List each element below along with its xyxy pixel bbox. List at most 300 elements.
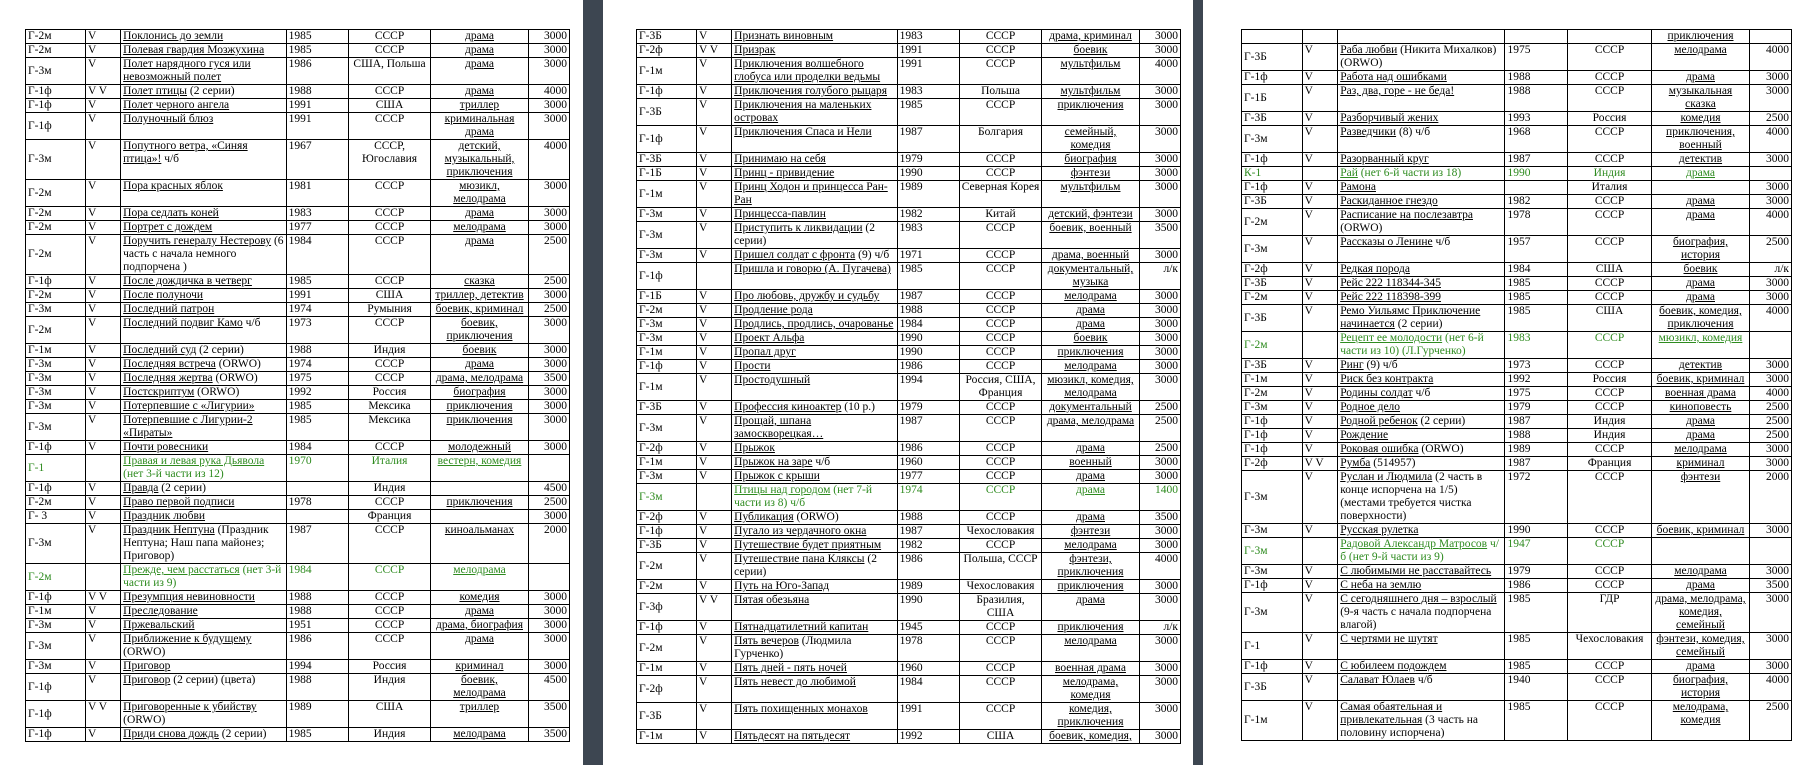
- shelf-code-cell-text: Г-2ф: [1244, 263, 1268, 275]
- price-cell: [1750, 209, 1792, 236]
- check-mark-cell-text: V: [87, 358, 97, 370]
- check-mark-cell-text: V: [698, 208, 708, 220]
- country-cell-text: СССР: [985, 290, 1016, 302]
- table-row: [637, 304, 1181, 318]
- check-mark-cell-text: V: [87, 524, 97, 536]
- genre-cell: [1042, 730, 1139, 744]
- country-cell-text: СССР: [985, 676, 1016, 688]
- table-row: [637, 374, 1181, 401]
- year-cell: [897, 539, 959, 553]
- check-mark-cell-text: V: [87, 113, 97, 125]
- check-mark-cell-text: V: [1304, 565, 1313, 577]
- year-cell: [897, 222, 959, 249]
- year-cell: [286, 358, 348, 372]
- price-cell-text: 3000: [544, 660, 567, 672]
- film-title: Путешествие пана Кляксы: [734, 553, 865, 565]
- shelf-code-cell-text: Г-3Б: [1244, 277, 1267, 289]
- check-mark-cell: [1302, 401, 1338, 415]
- film-title-cell: [1338, 85, 1505, 112]
- shelf-code-cell-text: Г-3Б: [639, 401, 662, 413]
- shelf-code-cell: [1242, 593, 1303, 633]
- table-row: [637, 470, 1181, 484]
- year-cell: [897, 703, 959, 730]
- price-cell-text: 3000: [544, 44, 567, 56]
- price-cell-text: 2500: [1766, 401, 1789, 413]
- check-mark-cell-text: V: [698, 126, 708, 138]
- year-cell-text: 1989: [899, 580, 923, 592]
- price-cell: [528, 400, 569, 414]
- genre-cell: [1042, 126, 1139, 153]
- table-row: [1242, 305, 1792, 332]
- genre-cell: [1651, 85, 1749, 112]
- year-cell: [286, 441, 348, 455]
- table-row: [1242, 30, 1792, 44]
- table-row: [637, 539, 1181, 553]
- price-cell-text: 3000: [1155, 730, 1178, 742]
- film-title-cell: [121, 701, 286, 728]
- shelf-code-cell: [1242, 387, 1303, 401]
- price-cell-text: 2000: [1766, 471, 1789, 483]
- shelf-code-cell: [637, 456, 697, 470]
- price-cell-text: 3000: [1766, 660, 1789, 672]
- country-cell: [959, 635, 1042, 662]
- country-cell-text: США: [986, 730, 1015, 742]
- table-row: [637, 484, 1181, 511]
- check-mark-cell: [85, 180, 120, 207]
- film-title: Последний патрон: [123, 303, 215, 315]
- country-cell-text: СССР: [1594, 44, 1625, 56]
- film-title: Ремо Уильямс Приключение начинается: [1340, 305, 1481, 330]
- price-cell-text: 3000: [544, 619, 567, 631]
- genre-cell: [1651, 236, 1749, 263]
- genre-cell-text: драма, мелодрама: [1046, 415, 1135, 427]
- check-mark-cell-text: V: [87, 728, 97, 740]
- genre-cell: [431, 510, 528, 524]
- shelf-code-cell: [26, 275, 86, 289]
- genre-cell: [1042, 703, 1139, 730]
- shelf-code-cell: [26, 358, 86, 372]
- film-title: Потерпевшие с Лигурии-2 «Пираты»: [123, 414, 253, 439]
- shelf-code-cell: [26, 510, 86, 524]
- check-mark-cell-text: V: [87, 289, 97, 301]
- country-cell-text: СССР: [374, 619, 405, 631]
- price-cell-text: 3000: [1155, 153, 1178, 165]
- table-row: [26, 140, 570, 180]
- year-cell: [897, 167, 959, 181]
- genre-cell-text: приключения: [446, 496, 513, 508]
- shelf-code-cell-text: Г-1ф: [1244, 181, 1268, 193]
- check-mark-cell-text: V: [87, 275, 97, 287]
- country-cell: [959, 318, 1042, 332]
- table-row: [1242, 471, 1792, 524]
- shelf-code-cell-text: Г-3м: [639, 208, 663, 220]
- shelf-code-cell: [637, 511, 697, 525]
- price-cell-text: 3000: [1766, 181, 1789, 193]
- shelf-code-cell: [1242, 71, 1303, 85]
- country-cell: [348, 386, 431, 400]
- shelf-code-cell-text: Г-3Б: [639, 709, 662, 722]
- film-title: Пржевальский: [123, 619, 195, 631]
- year-cell: [286, 455, 348, 482]
- country-cell-text: СССР: [1594, 195, 1625, 207]
- film-title: Разведчики: [1340, 126, 1397, 138]
- price-cell: [1750, 263, 1792, 277]
- country-cell: [1568, 167, 1652, 181]
- year-cell-text: 1984: [288, 564, 312, 576]
- film-title: Полевая гвардия Мозжухина: [123, 44, 265, 56]
- genre-cell-text: драма: [1075, 318, 1105, 330]
- film-title: Профессия киноактер: [734, 401, 842, 413]
- shelf-code-cell-text: Г-2ф: [639, 44, 663, 56]
- country-cell-text: СССР: [1594, 236, 1625, 248]
- check-mark-cell: [1302, 674, 1338, 701]
- film-title-cell: [1338, 524, 1505, 538]
- country-cell-text: СССР: [985, 703, 1016, 715]
- table-row: [1242, 701, 1792, 741]
- shelf-code-cell: [26, 303, 86, 317]
- price-cell: [1139, 442, 1180, 456]
- table-row: [1242, 593, 1792, 633]
- genre-cell: [431, 99, 528, 113]
- check-mark-cell-text: V: [698, 470, 708, 482]
- check-mark-cell-text: V: [87, 344, 97, 356]
- film-title-cell: [732, 484, 897, 511]
- film-title-cell: [1338, 181, 1505, 195]
- price-cell-text: 3000: [544, 358, 567, 370]
- year-cell: [897, 635, 959, 662]
- film-title: После дождичка в четверг: [123, 275, 252, 287]
- shelf-code-cell-text: Г-3Б: [1244, 359, 1267, 371]
- shelf-code-cell-text: Г-2м: [639, 580, 663, 592]
- price-cell: [1750, 565, 1792, 579]
- year-cell: [897, 153, 959, 167]
- check-mark-cell-text: V: [698, 456, 708, 468]
- shelf-code-cell: [637, 553, 697, 580]
- film-title-cell: [1338, 674, 1505, 701]
- genre-cell-text: мелодрама: [1064, 290, 1117, 302]
- shelf-code-cell: [637, 153, 697, 167]
- country-cell-text: СССР: [1594, 401, 1625, 413]
- check-mark-cell-text: V: [87, 207, 97, 219]
- genre-cell-text: мультфильм: [1060, 181, 1121, 193]
- price-cell-text: 2500: [544, 303, 567, 315]
- shelf-code-cell-text: Г-2ф: [639, 682, 663, 695]
- check-mark-cell-text: V: [698, 539, 708, 551]
- year-cell-text: 1987: [899, 126, 923, 138]
- genre-cell: [1651, 126, 1749, 153]
- table-row: [637, 401, 1181, 415]
- shelf-code-cell-text: Г-3м: [1244, 490, 1268, 503]
- price-cell: [1750, 593, 1792, 633]
- genre-cell-text: драма: [1075, 304, 1105, 316]
- shelf-code-cell: [637, 30, 697, 44]
- check-mark-cell: [85, 207, 120, 221]
- shelf-code-cell-text: Г-2м: [1244, 387, 1268, 399]
- shelf-code-cell: [637, 167, 697, 181]
- check-mark-cell-text: V: [698, 30, 708, 42]
- film-title-cell: [732, 85, 897, 99]
- price-cell-text: 3000: [1155, 525, 1178, 537]
- country-cell-text: США: [1595, 263, 1624, 275]
- film-note: (10 р.): [841, 401, 875, 413]
- price-cell-text: 3000: [1155, 249, 1178, 261]
- film-title: Раскиданное гнездо: [1340, 195, 1438, 207]
- check-mark-cell: [696, 730, 731, 744]
- film-title: Рецепт ее молодости: [1340, 332, 1443, 344]
- check-mark-cell: [85, 372, 120, 386]
- year-cell-text: 1984: [288, 441, 312, 453]
- film-title: Приключения волшебного глобуса или проделки ведьмы: [734, 58, 881, 83]
- country-cell-text: США: [375, 289, 404, 301]
- shelf-code-cell: [26, 441, 86, 455]
- check-mark-cell-text: V: [87, 660, 97, 672]
- country-cell-text: СССР: [985, 539, 1016, 551]
- genre-cell-text: мелодрама: [1064, 360, 1117, 372]
- genre-cell-text: драма, мелодрама: [435, 372, 524, 384]
- film-title-cell: [732, 415, 897, 442]
- check-mark-cell: [1302, 359, 1338, 373]
- country-cell: [959, 621, 1042, 635]
- year-cell-text: 1985: [1507, 593, 1531, 605]
- year-cell: [1505, 565, 1568, 579]
- check-mark-cell-text: V: [698, 730, 708, 742]
- film-title-cell: [1338, 277, 1505, 291]
- year-cell-text: 1983: [899, 30, 923, 42]
- country-cell-text: Индия: [373, 728, 406, 740]
- year-cell: [897, 442, 959, 456]
- genre-cell-text: криминал: [1676, 457, 1725, 469]
- country-cell-text: СССР: [374, 591, 405, 603]
- check-mark-cell-text: V: [1304, 443, 1313, 455]
- price-cell-text: 3000: [1155, 594, 1178, 606]
- check-mark-cell: [1302, 373, 1338, 387]
- check-mark-cell: [696, 318, 731, 332]
- country-cell-text: СССР: [985, 456, 1016, 468]
- price-cell-text: 3000: [1155, 167, 1178, 179]
- country-cell-text: СССР: [1594, 660, 1625, 672]
- genre-cell: [1651, 181, 1749, 195]
- genre-cell-text: драма: [1685, 209, 1715, 221]
- table-row: [26, 44, 570, 58]
- table-row: [26, 482, 570, 496]
- country-cell-text: США: [375, 701, 404, 713]
- film-title-cell: [1338, 332, 1505, 359]
- shelf-code-cell: [1242, 674, 1303, 701]
- year-cell-text: 1985: [1507, 305, 1531, 317]
- price-cell-text: 3500: [1155, 222, 1178, 234]
- year-cell-text: 1951: [288, 619, 312, 631]
- year-cell: [286, 140, 348, 180]
- table-row: [26, 400, 570, 414]
- genre-cell: [431, 660, 528, 674]
- genre-cell: [431, 441, 528, 455]
- year-cell: [286, 564, 348, 591]
- price-cell: [1139, 470, 1180, 484]
- film-title-cell: [121, 564, 286, 591]
- check-mark-cell: [85, 386, 120, 400]
- year-cell: [286, 30, 348, 44]
- film-title: Проект Альфа: [734, 332, 805, 344]
- year-cell-text: 1986: [1507, 579, 1531, 591]
- price-cell: [528, 58, 569, 85]
- film-note: (2 серии): [1417, 415, 1466, 427]
- year-cell: [1505, 674, 1568, 701]
- film-note: (6 часть с начала немного подпорчена ): [123, 235, 284, 273]
- genre-cell-text: комедия: [1680, 112, 1721, 124]
- country-cell-text: СССР: [1594, 387, 1625, 399]
- table-row: [26, 564, 570, 591]
- year-cell: [1505, 112, 1568, 126]
- genre-cell: [1651, 332, 1749, 359]
- film-note: (ORWO): [123, 646, 166, 658]
- genre-cell-text: драма: [1685, 71, 1715, 83]
- shelf-code-cell-text: Г-3м: [639, 421, 663, 434]
- year-cell-text: 1988: [288, 344, 312, 356]
- year-cell: [897, 553, 959, 580]
- check-mark-cell-text: V: [1304, 126, 1313, 138]
- genre-cell-text: приключения: [1057, 346, 1124, 358]
- film-title: Румба: [1340, 457, 1371, 469]
- film-title: Почти ровесники: [123, 441, 209, 453]
- shelf-code-cell-text: Г-3м: [639, 249, 663, 261]
- genre-cell-text: драма: [1685, 277, 1715, 289]
- country-cell: [959, 456, 1042, 470]
- country-cell-text: СССР: [1594, 126, 1625, 138]
- shelf-code-cell: [1242, 167, 1303, 181]
- shelf-code-cell-text: Г-1м: [639, 64, 663, 77]
- genre-cell: [431, 496, 528, 510]
- film-title: Признать виновным: [734, 30, 834, 42]
- shelf-code-cell: [1242, 181, 1303, 195]
- year-cell-text: 1985: [288, 44, 312, 56]
- country-cell: [348, 619, 431, 633]
- genre-cell: [431, 317, 528, 344]
- country-cell: [959, 442, 1042, 456]
- year-cell: [286, 728, 348, 742]
- shelf-code-cell: [1242, 305, 1303, 332]
- shelf-code-cell: [637, 222, 697, 249]
- check-mark-cell-text: V: [87, 44, 97, 56]
- price-cell-text: 3000: [544, 633, 567, 645]
- year-cell-text: 1986: [899, 553, 923, 565]
- check-mark-cell-text: V: [698, 222, 708, 234]
- genre-cell: [1042, 442, 1139, 456]
- shelf-code-cell: [26, 180, 86, 207]
- check-mark-cell: [696, 290, 731, 304]
- check-mark-cell-text: V: [87, 441, 97, 453]
- shelf-code-cell: [26, 99, 86, 113]
- genre-cell-text: детский, фэнтези: [1048, 208, 1133, 220]
- genre-cell-text: триллер: [459, 99, 500, 111]
- film-title: Родной ребенок: [1340, 415, 1418, 427]
- shelf-code-cell-text: Г-3м: [639, 228, 663, 241]
- film-title-cell: [732, 730, 897, 744]
- year-cell-text: 1989: [288, 701, 312, 713]
- year-cell-text: 1985: [288, 275, 312, 287]
- genre-cell: [431, 113, 528, 140]
- year-cell: [1505, 701, 1568, 741]
- shelf-code-cell-text: Г-3м: [28, 400, 52, 412]
- table-row: [637, 126, 1181, 153]
- price-cell-text: 3000: [544, 510, 567, 522]
- genre-cell: [1651, 579, 1749, 593]
- genre-cell-text: комедия, приключения: [1057, 703, 1124, 728]
- film-note: (ORWO): [215, 358, 261, 370]
- film-title-cell: [121, 221, 286, 235]
- check-mark-cell: [696, 58, 731, 85]
- film-title: Приди снова дождь: [123, 728, 219, 740]
- table-row: [637, 553, 1181, 580]
- check-mark-cell: [696, 222, 731, 249]
- check-mark-cell: [696, 484, 731, 511]
- genre-cell: [1651, 153, 1749, 167]
- year-cell-text: 1988: [288, 674, 312, 686]
- price-cell-text: 1400: [1155, 484, 1178, 496]
- genre-cell-text: приключения: [1667, 30, 1734, 42]
- genre-cell-text: драма: [464, 30, 494, 42]
- year-cell: [1505, 471, 1568, 524]
- year-cell: [286, 510, 348, 524]
- film-title-cell: [121, 482, 286, 496]
- shelf-code-cell-text: Г-3ф: [639, 600, 663, 613]
- film-title: Приключения Спаса и Нели: [734, 126, 872, 138]
- price-cell: [1139, 539, 1180, 553]
- film-title-cell: [732, 263, 897, 290]
- check-mark-cell: [696, 470, 731, 484]
- table-row: [1242, 373, 1792, 387]
- shelf-code-cell-text: Г-1Б: [639, 167, 662, 179]
- check-mark-cell: [696, 676, 731, 703]
- genre-cell-text: биография: [1064, 153, 1117, 165]
- country-cell-text: СССР: [1594, 674, 1625, 686]
- check-mark-cell-text: V: [698, 635, 708, 647]
- country-cell: [348, 564, 431, 591]
- price-cell-text: 3000: [544, 221, 567, 233]
- price-cell: [1139, 621, 1180, 635]
- price-cell-text: 4000: [1766, 387, 1789, 399]
- year-cell-text: 1988: [288, 85, 312, 97]
- year-cell-text: 1988: [288, 605, 312, 617]
- table-row: [637, 44, 1181, 58]
- year-cell-text: 1991: [899, 703, 923, 715]
- table-row: [1242, 332, 1792, 359]
- table-row: [26, 660, 570, 674]
- film-title-cell: [121, 455, 286, 482]
- genre-cell: [1651, 565, 1749, 579]
- shelf-code-cell: [26, 235, 86, 275]
- country-cell-text: Китай: [985, 208, 1016, 220]
- year-cell-text: 1960: [899, 456, 923, 468]
- country-cell: [959, 662, 1042, 676]
- shelf-code-cell-text: Г-3м: [1244, 132, 1268, 145]
- genre-cell: [431, 30, 528, 44]
- country-cell: [348, 344, 431, 358]
- price-cell: [528, 619, 569, 633]
- shelf-code-cell: [637, 539, 697, 553]
- shelf-code-cell: [1242, 579, 1303, 593]
- country-cell-text: Россия: [372, 660, 407, 672]
- table-row: [26, 113, 570, 140]
- table-row: [637, 30, 1181, 44]
- country-cell-text: СССР: [985, 484, 1016, 496]
- genre-cell: [1651, 373, 1749, 387]
- film-title: Рассказы о Ленине: [1340, 236, 1433, 248]
- price-cell-text: 3000: [1766, 359, 1789, 371]
- shelf-code-cell: [637, 662, 697, 676]
- film-title: С чертями не шутят: [1340, 633, 1438, 645]
- genre-cell: [431, 591, 528, 605]
- table-row: [26, 85, 570, 99]
